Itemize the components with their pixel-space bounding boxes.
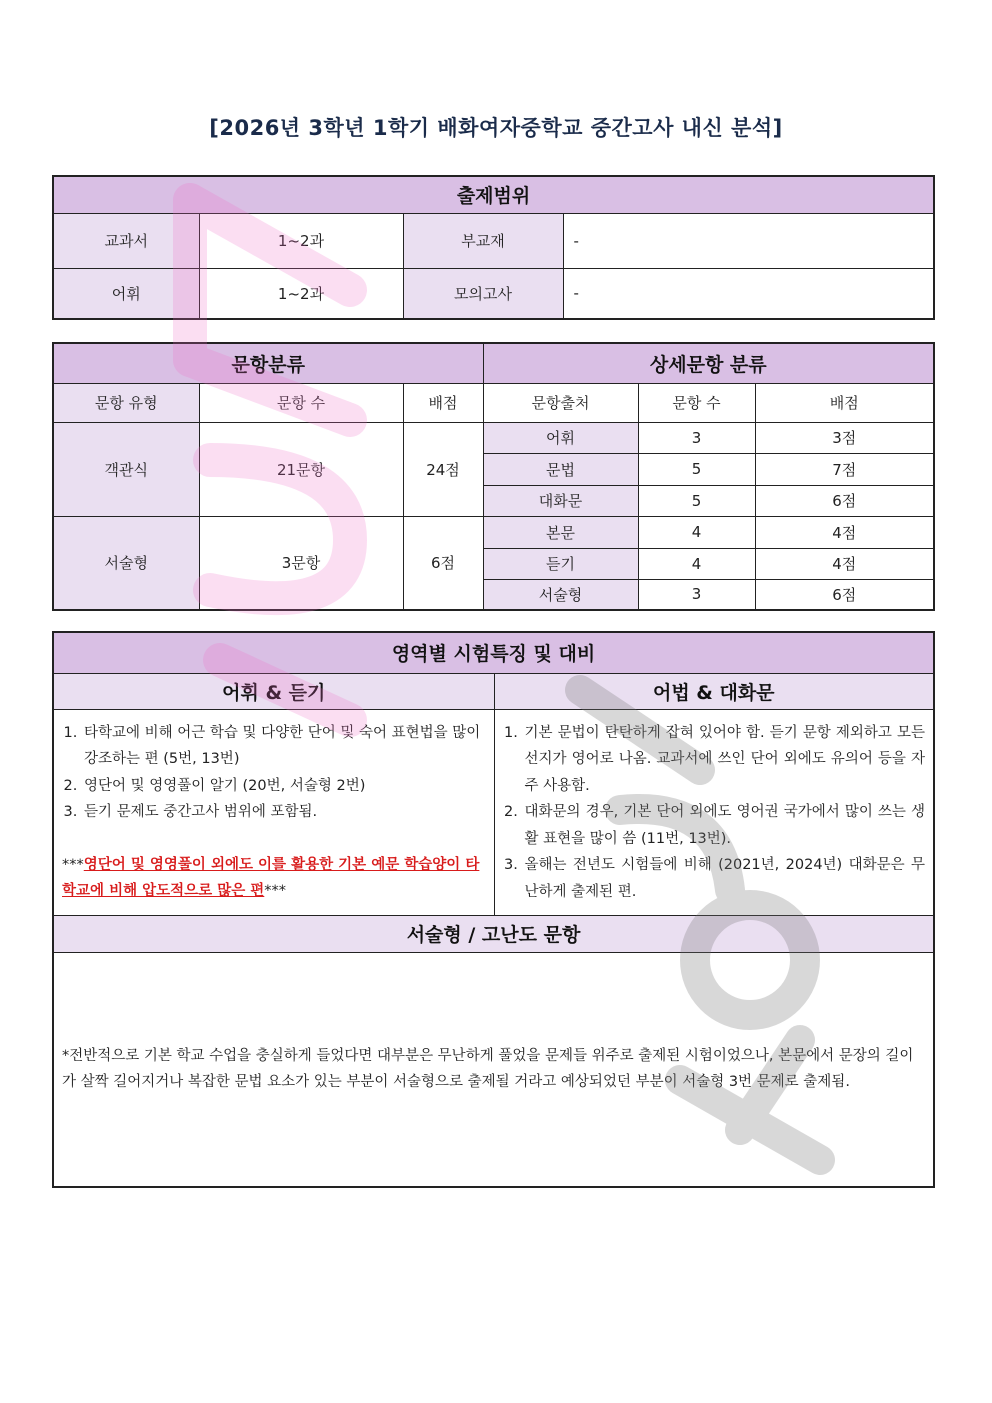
column-header: 문항 수 <box>199 383 403 422</box>
page-title: [2026년 3학년 1학기 배화여자중학교 중간고사 내신 분석] <box>209 116 783 140</box>
question-score: 24점 <box>403 422 483 516</box>
note-suffix: *** <box>264 883 287 899</box>
list-item: 2. 영단어 및 영영풀이 알기 (20번, 서술형 2번) <box>82 773 486 800</box>
scope-label: 부교재 <box>403 213 563 268</box>
vocab-listening-content <box>53 709 494 915</box>
list-item: 1. 기본 문법이 탄탄하게 잡혀 있어야 함. 듣기 문항 제외하고 모든 선지가 영어로 나옴. 교과서에 쓰인 단어 외에도 유의어 등을 자주 사용함. <box>523 720 926 800</box>
scope-label: 어휘 <box>53 268 199 319</box>
emphasis-text: 영단어 및 영영풀이 외에도 이를 활용한 기본 예문 학습양이 타 학교에 비해 압도적으로 많은 편 <box>62 856 480 899</box>
detail-score: 4점 <box>755 548 934 579</box>
question-type: 서술형 <box>53 516 199 610</box>
column-header: 문항 수 <box>638 383 755 422</box>
scope-label: 모의고사 <box>403 268 563 319</box>
column-header: 배점 <box>403 383 483 422</box>
grammar-dialogue-content <box>494 709 934 915</box>
detail-count: 4 <box>638 548 755 579</box>
scope-value: 1~2과 <box>199 213 403 268</box>
detail-count: 4 <box>638 516 755 548</box>
detail-count: 3 <box>638 579 755 610</box>
column-header: 문항출처 <box>483 383 638 422</box>
column-header: 문항 유형 <box>53 383 199 422</box>
question-count: 21문항 <box>199 422 403 516</box>
classification-table <box>52 342 935 611</box>
detail-source: 문법 <box>483 453 638 485</box>
scope-label: 교과서 <box>53 213 199 268</box>
features-table <box>52 631 935 1188</box>
essay-content: *전반적으로 기본 학교 수업을 충실하게 들었다면 대부분은 무난하게 풀었을 문제들 위주로 출제된 시험이었으나, 본문에서 문장의 길이가 살짝 길어지거나 복잡한 문법 요소가 있는 부분이 서술형으로 출제될 거라고 예상되었던 부분이 서술형 3번 문제로 출제됨. <box>53 952 934 1187</box>
detail-header: 상세문항 분류 <box>483 343 934 383</box>
scope-value: - <box>563 213 934 268</box>
detail-count: 5 <box>638 453 755 485</box>
list-item: 1. 타학교에 비해 어근 학습 및 다양한 단어 및 숙어 표현법을 많이 강조하는 편 (5번, 13번) <box>82 720 486 773</box>
question-type: 객관식 <box>53 422 199 516</box>
essay-header: 서술형 / 고난도 문항 <box>53 915 934 952</box>
emphasis-note <box>62 852 486 905</box>
list-item: 2. 대화문의 경우, 기본 단어 외에도 영어권 국가에서 많이 쓰는 생활 표현을 많이 씀 (11번, 13번). <box>523 799 926 852</box>
list-item: 3. 올해는 전년도 시험들에 비해 (2021년, 2024년) 대화문은 무난하게 출제된 편. <box>523 852 926 905</box>
question-count: 3문항 <box>199 516 403 610</box>
detail-source: 본문 <box>483 516 638 548</box>
detail-score: 4점 <box>755 516 934 548</box>
note-prefix: *** <box>62 856 84 873</box>
detail-score: 6점 <box>755 579 934 610</box>
scope-value: 1~2과 <box>199 268 403 319</box>
detail-count: 3 <box>638 422 755 453</box>
detail-source: 듣기 <box>483 548 638 579</box>
detail-score: 7점 <box>755 453 934 485</box>
detail-source: 어휘 <box>483 422 638 453</box>
scope-value: - <box>563 268 934 319</box>
scope-table <box>52 175 935 320</box>
detail-score: 3점 <box>755 422 934 453</box>
grammar-dialogue-list <box>503 720 926 906</box>
scope-header: 출제범위 <box>53 176 934 213</box>
grammar-dialogue-title: 어법 & 대화문 <box>494 673 934 709</box>
vocab-listening-list <box>62 720 486 826</box>
column-header: 배점 <box>755 383 934 422</box>
list-item: 3. 듣기 문제도 중간고사 범위에 포함됨. <box>82 799 486 826</box>
detail-count: 5 <box>638 485 755 516</box>
detail-score: 6점 <box>755 485 934 516</box>
features-header: 영역별 시험특징 및 대비 <box>53 632 934 673</box>
detail-source: 서술형 <box>483 579 638 610</box>
question-score: 6점 <box>403 516 483 610</box>
detail-source: 대화문 <box>483 485 638 516</box>
vocab-listening-title: 어휘 & 듣기 <box>53 673 494 709</box>
classification-header: 문항분류 <box>53 343 483 383</box>
